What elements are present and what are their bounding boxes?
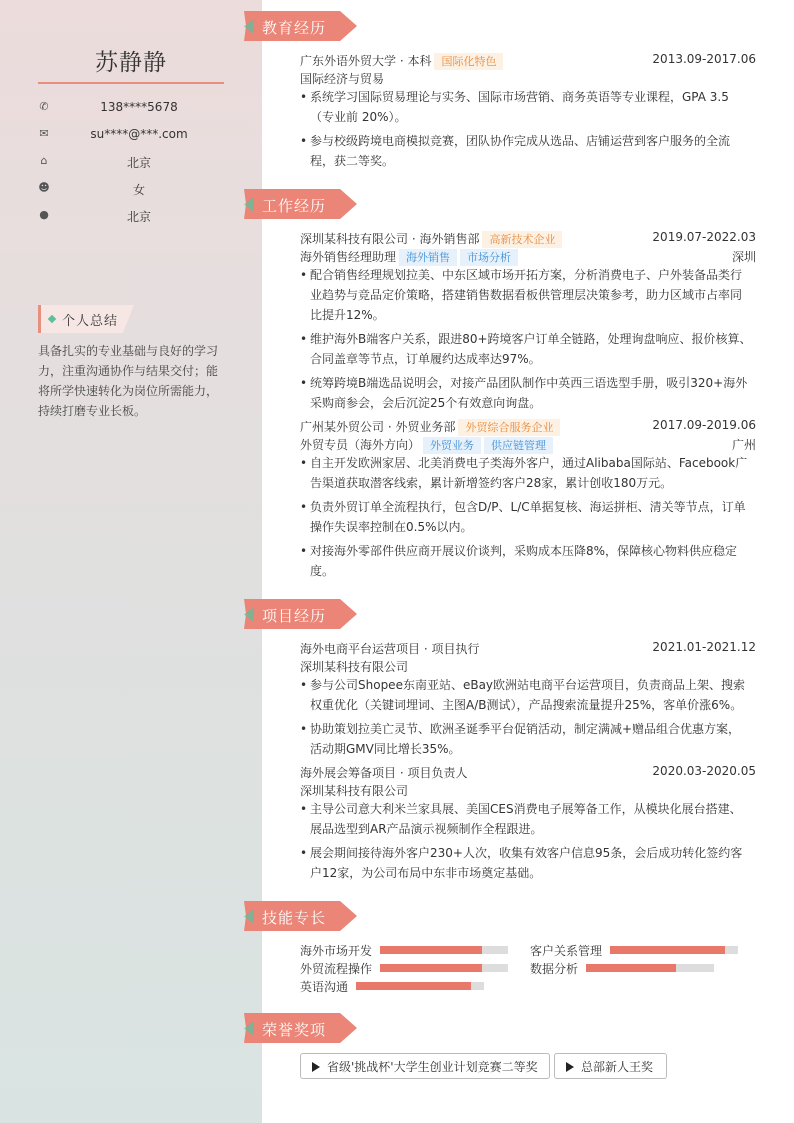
section-awards-header bbox=[244, 1013, 357, 1043]
list-item: • 统筹跨境B端选品说明会，对接产品团队制作中英西三语选型手册，吸引320+海外采购商参会，会后沉淀25个有效意向询盘。 bbox=[300, 376, 748, 410]
skill-item bbox=[300, 978, 510, 994]
skill-item bbox=[300, 942, 510, 958]
education-dates: 2013.09-2017.06 bbox=[652, 52, 756, 66]
contact-email bbox=[38, 127, 224, 145]
contact-phone bbox=[38, 100, 224, 118]
list-item: • 主导公司意大利米兰家具展、美国CES消费电子展筹备工作，从模块化展台搭建、展品选型到AR产品演示视频制作全程跟进。 bbox=[300, 802, 742, 836]
skill-bar-fill bbox=[380, 946, 482, 954]
section-skills-header bbox=[244, 901, 357, 931]
role-title: 外贸专员（海外方向） bbox=[300, 438, 421, 452]
skill-name: 海外市场开发 bbox=[300, 944, 373, 958]
skill-item bbox=[530, 960, 740, 976]
list-item: • 对接海外零部件供应商开展议价谈判，采购成本压降8%，保障核心物料供应稳定度。 bbox=[300, 544, 738, 578]
skill-tag: 海外销售 bbox=[399, 249, 457, 266]
phone-value: 138****5678 bbox=[100, 100, 178, 114]
project-entry-header bbox=[300, 639, 756, 657]
skill-bar bbox=[356, 982, 484, 990]
skill-name: 数据分析 bbox=[530, 962, 579, 976]
role-title: 海外销售经理助理 bbox=[300, 250, 397, 264]
list-item: • 配合销售经理规划拉美、中东区域市场开拓方案，分析消费电子、户外装备品类行业趋势与竞品定价策略，搭建销售数据看板供管理层决策参考，助力区域市占率同比提升12%。 bbox=[300, 268, 743, 322]
list-item: • 展会期间接待海外客户230+人次，收集有效客户信息95条，会后成功转化签约客户12家，为公司布局中东非市场奠定基础。 bbox=[300, 846, 743, 880]
skill-name: 客户关系管理 bbox=[530, 944, 603, 958]
project-org-row bbox=[300, 781, 756, 799]
award-label: 省级'挑战杯'大学生创业计划竞赛二等奖 bbox=[327, 1060, 538, 1074]
award-chip bbox=[554, 1053, 667, 1079]
major: 国际经济与贸易 bbox=[300, 72, 385, 86]
location-icon: ● bbox=[39, 208, 49, 221]
skill-bar-fill bbox=[356, 982, 471, 990]
skill-bar-fill bbox=[610, 946, 725, 954]
project-org: 深圳某科技有限公司 bbox=[300, 784, 409, 798]
award-chip bbox=[300, 1053, 550, 1079]
section-education-header bbox=[244, 11, 357, 41]
project-org: 深圳某科技有限公司 bbox=[300, 660, 409, 674]
section-title: 教育经历 bbox=[262, 19, 327, 37]
section-title: 工作经历 bbox=[262, 197, 327, 215]
award-label: 总部新人王奖 bbox=[581, 1060, 654, 1074]
email-value: su****@***.com bbox=[90, 127, 188, 141]
location-value: 北京 bbox=[126, 210, 151, 224]
work-role-row bbox=[300, 435, 756, 453]
phone-icon: ✆ bbox=[39, 100, 49, 113]
project-name: 海外展会筹备项目 · 项目负责人 bbox=[300, 766, 468, 780]
list-item: • 自主开发欧洲家居、北美消费电子类海外客户，通过Alibaba国际站、Facebook广告渠道获取潜客线索，累计新增签约客户28家，累计创收180万元。 bbox=[300, 456, 748, 490]
education-entry-header bbox=[300, 51, 756, 69]
work-entry-header bbox=[300, 229, 756, 247]
section-title: 技能专长 bbox=[262, 909, 327, 927]
candidate-name: 苏静静 bbox=[95, 50, 167, 76]
company-name: 深圳某科技有限公司 · 海外销售部 bbox=[300, 232, 480, 246]
section-work-header bbox=[244, 189, 357, 219]
work-dates: 2019.07-2022.03 bbox=[652, 230, 756, 244]
section-title: 项目经历 bbox=[262, 607, 327, 625]
section-title: 荣誉奖项 bbox=[262, 1021, 327, 1039]
list-item: • 协助策划拉美亡灵节、欧洲圣诞季平台促销活动，制定满减+赠品组合优惠方案，活动期GMV同比增长35%。 bbox=[300, 722, 741, 756]
skill-bar-fill bbox=[380, 964, 482, 972]
mail-icon: ✉ bbox=[39, 127, 49, 140]
home-icon: ⌂ bbox=[40, 154, 48, 167]
skill-bar bbox=[380, 946, 508, 954]
skill-name: 外贸流程操作 bbox=[300, 962, 373, 976]
skill-tag: 外贸业务 bbox=[423, 437, 481, 454]
school-tag: 国际化特色 bbox=[434, 53, 503, 70]
gender-icon: ☻ bbox=[38, 181, 50, 194]
contact-hometown bbox=[38, 154, 224, 172]
play-icon bbox=[566, 1062, 574, 1072]
company-tag: 外贸综合服务企业 bbox=[458, 419, 560, 436]
list-item: • 系统学习国际贸易理论与实务、国际市场营销、商务英语等专业课程，GPA 3.5（专业前 20%）。 bbox=[300, 90, 729, 124]
skill-item bbox=[530, 942, 740, 958]
project-dates: 2021.01-2021.12 bbox=[652, 640, 756, 654]
play-icon bbox=[312, 1062, 320, 1072]
work-city: 广州 bbox=[731, 438, 756, 452]
skill-bar bbox=[586, 964, 714, 972]
list-item: • 负责外贸订单全流程执行，包含D/P、L/C单据复核、海运拼柜、清关等节点，订单操作失误率控制在0.5%以内。 bbox=[300, 500, 746, 534]
company-name: 广州某外贸公司 · 外贸业务部 bbox=[300, 420, 456, 434]
skill-bar bbox=[610, 946, 738, 954]
summary-heading bbox=[38, 305, 134, 333]
school-name: 广东外语外贸大学 · 本科 bbox=[300, 54, 432, 68]
project-entry-header bbox=[300, 763, 756, 781]
summary-title: 个人总结 bbox=[62, 314, 119, 329]
list-item: • 维护海外B端客户关系，跟进80+跨境客户订单全链路，处理询盘响应、报价核算、合同盖章等节点，订单履约达成率达97%。 bbox=[300, 332, 752, 366]
list-item: • 参与校级跨境电商模拟竞赛，团队协作完成从选品、店铺运营到客户服务的全流程，获二等奖。 bbox=[300, 134, 731, 168]
skill-bar-fill bbox=[586, 964, 676, 972]
education-major-row bbox=[300, 69, 756, 87]
gender-value: 女 bbox=[132, 183, 145, 197]
list-item: • 参与公司Shopee东南亚站、eBay欧洲站电商平台运营项目，负责商品上架、搜索权重优化（关键词埋词、主图A/B测试），产品搜索流量提升25%，客单价涨6%。 bbox=[300, 678, 746, 712]
contact-location bbox=[38, 208, 224, 226]
hometown-value: 北京 bbox=[126, 156, 151, 170]
project-org-row bbox=[300, 657, 756, 675]
work-city: 深圳 bbox=[731, 250, 756, 264]
project-dates: 2020.03-2020.05 bbox=[652, 764, 756, 778]
summary-text: 具备扎实的专业基础与良好的学习力，注重沟通协作与结果交付；能将所学快速转化为岗位所需能力，持续打磨专业长板。 bbox=[38, 344, 219, 418]
project-name: 海外电商平台运营项目 · 项目执行 bbox=[300, 642, 480, 656]
skill-bar bbox=[380, 964, 508, 972]
work-dates: 2017.09-2019.06 bbox=[652, 418, 756, 432]
skill-item bbox=[300, 960, 510, 976]
skill-tag: 市场分析 bbox=[460, 249, 518, 266]
name-divider bbox=[38, 82, 224, 84]
work-entry-header bbox=[300, 417, 756, 435]
contact-gender bbox=[38, 181, 224, 199]
skill-tag: 供应链管理 bbox=[484, 437, 553, 454]
skill-name: 英语沟通 bbox=[300, 980, 349, 994]
work-role-row bbox=[300, 247, 756, 265]
company-tag: 高新技术企业 bbox=[482, 231, 562, 248]
section-projects-header bbox=[244, 599, 357, 629]
